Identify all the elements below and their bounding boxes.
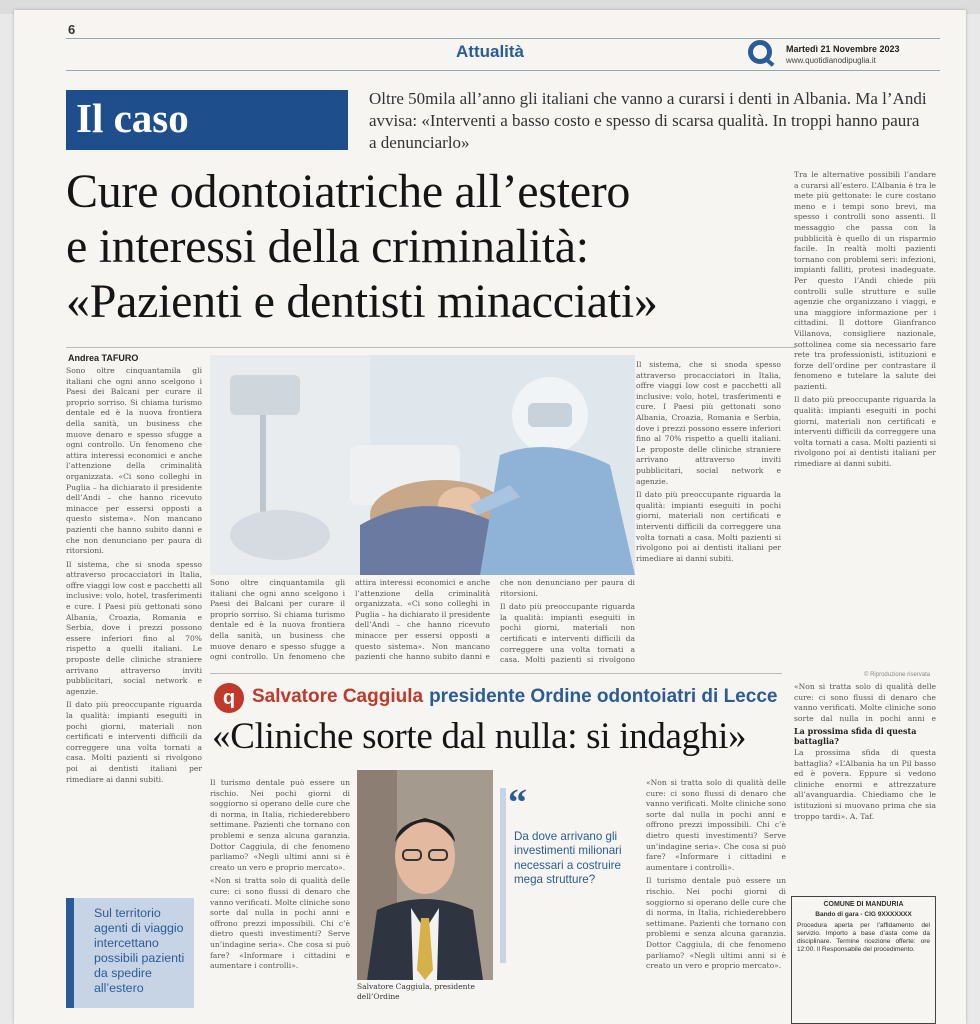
ad-subtitle: Bando di gara - CIG 9XXXXXXX (815, 911, 912, 918)
paragraph: Il dato più preoccupante riguarda la qualità: impianti eseguiti in pochi giorni, materiali non certificati e interventi difficili da correggere una volta tornati a casa. Molti pazienti si rivolgono poi ai dentisti italiani per rimediare ai danni subiti. (66, 700, 202, 784)
interviewee-name: Salvatore Caggiula (252, 686, 424, 707)
sidebox-accent (66, 898, 74, 1008)
portrait-caption: Salvatore Caggiula, presidente dell’Ordine (357, 982, 475, 1001)
byline: Andrea TAFURO (68, 353, 139, 363)
legal-notice-ad (791, 896, 936, 1024)
paragraph: «Non si tratta solo di qualità delle cure: ci sono flussi di denaro che vanno verificati. Molte cliniche sono sorte dal nulla in pochi anni e offrono prezzi impossibili. Chi c’è dietro questi investimenti? Serve un’indagine seria». Che cosa si può fare? «Informare i cittadini e aumentare i controlli». (646, 778, 786, 872)
portrait-photo (357, 770, 493, 980)
headline-line: Cure odontoiatriche all’estero (66, 165, 631, 218)
ad-title: COMUNE DI MANDURIA (823, 901, 904, 908)
paragraph: Sono oltre cinquantamila gli italiani che ogni anno scelgono i Paesi dei Balcani per curare il proprio sorriso. Si chiama turismo dentale ed è la nuova frontiera della sanità, un business che muove denaro e spesso sfugge a ogni controllo. Un fenomeno che attira interessi economici e anche l’attenzione della criminalità organizzata. «Ci sono colleghi in Puglia – ha dichiarato il presidente dell’Andi – che hanno ricevuto minacce per essersi opposti a questo sistema». Non mancano pazienti che hanno subito danni e che non denunciano per paura di ritorsioni. (66, 366, 202, 556)
newspaper-logo-icon (748, 40, 772, 64)
interview-column-1 (210, 778, 350, 1018)
paragraph: Il sistema, che si snoda spesso attraverso procacciatori in Italia, offre viaggi low cost e pacchetti all inclusive: volo, hotel, trasferimenti e cure. I Paesi più gettonati sono Albania, Croazia, Romania e Serbia, dove i prezzi possono essere inferiori fino al 70% rispetto a quelli italiani. Le proposte delle cliniche straniere arrivano attraverso inviti pubblicitari, social network e agenzie. (636, 360, 781, 486)
article-continuation (210, 578, 635, 666)
paragraph: Tra le alternative possibili l’andare a curarsi all’estero. L’Albania è tra le mete più gettonate: le cure costano meno e i tempi sono brevi, ma spesso i controlli sono assenti. Il messaggio che passa con la pubblicità è quello di un risparmio facile. In realtà molti pazienti tornano con problemi seri: infezioni, impianti falliti, protesi inadeguate. Per questo l’Andi chiede più controlli sulle strutture e sulle agenzie che organizzano i viaggi, e una maggiore informazione per i cittadini. Il dottore Gianfranco Villanova, consigliere nazionale, sottolinea come sia necessario fare rete tra professionisti, istituzioni e forze dell’ordine per contrastare il fenomeno e tutelare la salute dei pazienti. (794, 170, 936, 391)
paragraph: Il dato più preoccupante riguarda la qualità: impianti eseguiti in pochi giorni, materiali non certificati e interventi difficili da correggere una volta tornati a casa. Molti pazienti si rivolgono poi ai dentisti italiani per rimediare ai danni subiti. (794, 395, 936, 469)
masthead-site: www.quotidianodipuglia.it (786, 56, 876, 65)
subhead: Oltre 50mila all’anno gli italiani che vanno a curarsi i denti in Albania. Ma l’Andi avvisa: «Interventi a basso costo e spesso di scarsa qualità. In troppi hanno paura a denunciarlo» (369, 89, 927, 152)
header-rule-top (66, 38, 940, 39)
paragraph: Il dato più preoccupante riguarda la qualità: impianti eseguiti in pochi giorni, materiali non certificati e interventi difficili da correggere una volta tornati a casa. Molti pazienti si rivolgono (500, 602, 635, 665)
main-headline (66, 164, 796, 330)
paragraph: Il turismo dentale può essere un rischio. Nei pochi giorni di soggiorno si operano delle cure che di norma, in Italia, richiederebbero settimane. Pazienti che tornano con problemi e senza alcuna garanzia. Dottor Caggiula, di che fenomeno parliamo? «Negli ultimi anni si è creato un vero e proprio mercato». (646, 876, 786, 971)
paragraph: Sono oltre cinquantamila gli italiani che ogni anno scelgono i Paesi dei Balcani per curare il proprio sorriso. Si chiama turismo dentale ed è la nuova frontiera della sanità, un business che muove denaro e spesso sfugge a ogni controllo. Un fenomeno che attira interessi economici e anche l’attenzione della criminalità organizzata. «Ci sono colleghi in Puglia – ha dichiarato il presidente dell’Andi – che hanno ricevuto minacce per essersi opposti a questo sistema». Non mancano pazienti che hanno subito danni e che non denunciano per paura di ritorsioni. (210, 578, 635, 662)
sidebox-text: Sul territorio agenti di viaggio intercettano possibili pazienti da spedire all’estero (94, 906, 185, 995)
article-column-3 (636, 360, 781, 590)
paragraph: Il sistema, che si snoda spesso attraverso procacciatori in Italia, offre viaggi low cost e pacchetti all inclusive: volo, hotel, trasferimenti e cure. I Paesi più gettonati sono Albania, Croazia, Romania e Serbia, dove i prezzi possono essere inferiori fino al 70% rispetto a quelli italiani. Le proposte delle cliniche straniere arrivano attraverso inviti pubblicitari, social network e agenzie. (66, 559, 202, 696)
article-column-4 (794, 170, 936, 670)
paragraph: Il dato più preoccupante riguarda la qualità: impianti eseguiti in pochi giorni, materiali non certificati e interventi difficili da correggere una volta tornati a casa. Molti pazienti si rivolgono poi ai dentisti italiani per rimediare ai danni subiti. (636, 490, 781, 563)
article-column-1 (66, 366, 202, 911)
interview-column-3 (646, 778, 786, 1018)
paragraph: La prossima sfida di questa battaglia? «L’Albania ha un Pil basso ed è povera. Eppure si vedono cliniche enormi e attrezzature all’avanguardia. Chiediamo che le istituzioni si muovano prima che sia troppo tardi». A. Taf. (794, 748, 936, 821)
interview-column-4a (794, 682, 936, 722)
header-rule-bottom (66, 70, 940, 71)
divider (66, 347, 796, 348)
pullquote-bar (500, 788, 506, 963)
dental-photo (210, 355, 635, 575)
interview-headline: «Cliniche sorte dal nulla: si indaghi» (212, 716, 747, 757)
page-number: 6 (68, 22, 76, 37)
copyright-note: © Riproduzione riservata (864, 672, 931, 678)
newspaper-page (14, 10, 966, 1024)
kicker-box: Il caso (66, 90, 348, 150)
interview-quote-icon: q (214, 683, 244, 713)
paragraph: «Non si tratta solo di qualità delle cure: ci sono flussi di denaro che vanno verificati. Molte cliniche sono sorte dal nulla in pochi anni e offrono prezzi impossibili. Chi c’è dietro questi investimenti? Serve un’indagine seria». Che cosa si può fare? «Informare i cittadini e aumentare i controlli». (210, 876, 350, 971)
paragraph: Il turismo dentale può essere un rischio. Nei pochi giorni di soggiorno si operano delle cure che di norma, in Italia, richiederebbero settimane. Pazienti che tornano con problemi e senza alcuna garanzia. Dottor Caggiula, di che fenomeno parliamo? «Negli ultimi anni si è creato un vero e proprio mercato». (210, 778, 350, 872)
interviewee (252, 686, 777, 708)
paragraph: «Non si tratta solo di qualità delle cure: ci sono flussi di denaro che vanno verificati. Molte cliniche sono sorte dal nulla in pochi anni e (794, 682, 936, 722)
divider (210, 673, 782, 674)
ad-body: Procedura aperta per l’affidamento del servizio. Importo a base d’asta come da disciplinare. Termine ricezione offerte: ore 12:00. Il Responsabile del procedimento. (797, 922, 930, 953)
interview-column-4b (794, 748, 936, 888)
question-title: La prossima sfida di questa battaglia? (794, 726, 917, 746)
masthead-date: Martedì 21 Novembre 2023 (786, 44, 900, 54)
masthead-info (786, 44, 900, 66)
interviewee-role: presidente Ordine odontoiatri di Lecce (429, 686, 778, 707)
headline-line: e interessi della criminalità: (66, 220, 589, 274)
headline-line: «Pazienti e dentisti minacciati» (66, 275, 658, 329)
pull-quote: Da dove arrivano gli investimenti milionari necessari a costruire mega strutture? (514, 830, 622, 887)
quote-icon: “ (508, 782, 527, 824)
section-title: Attualità (456, 42, 524, 61)
